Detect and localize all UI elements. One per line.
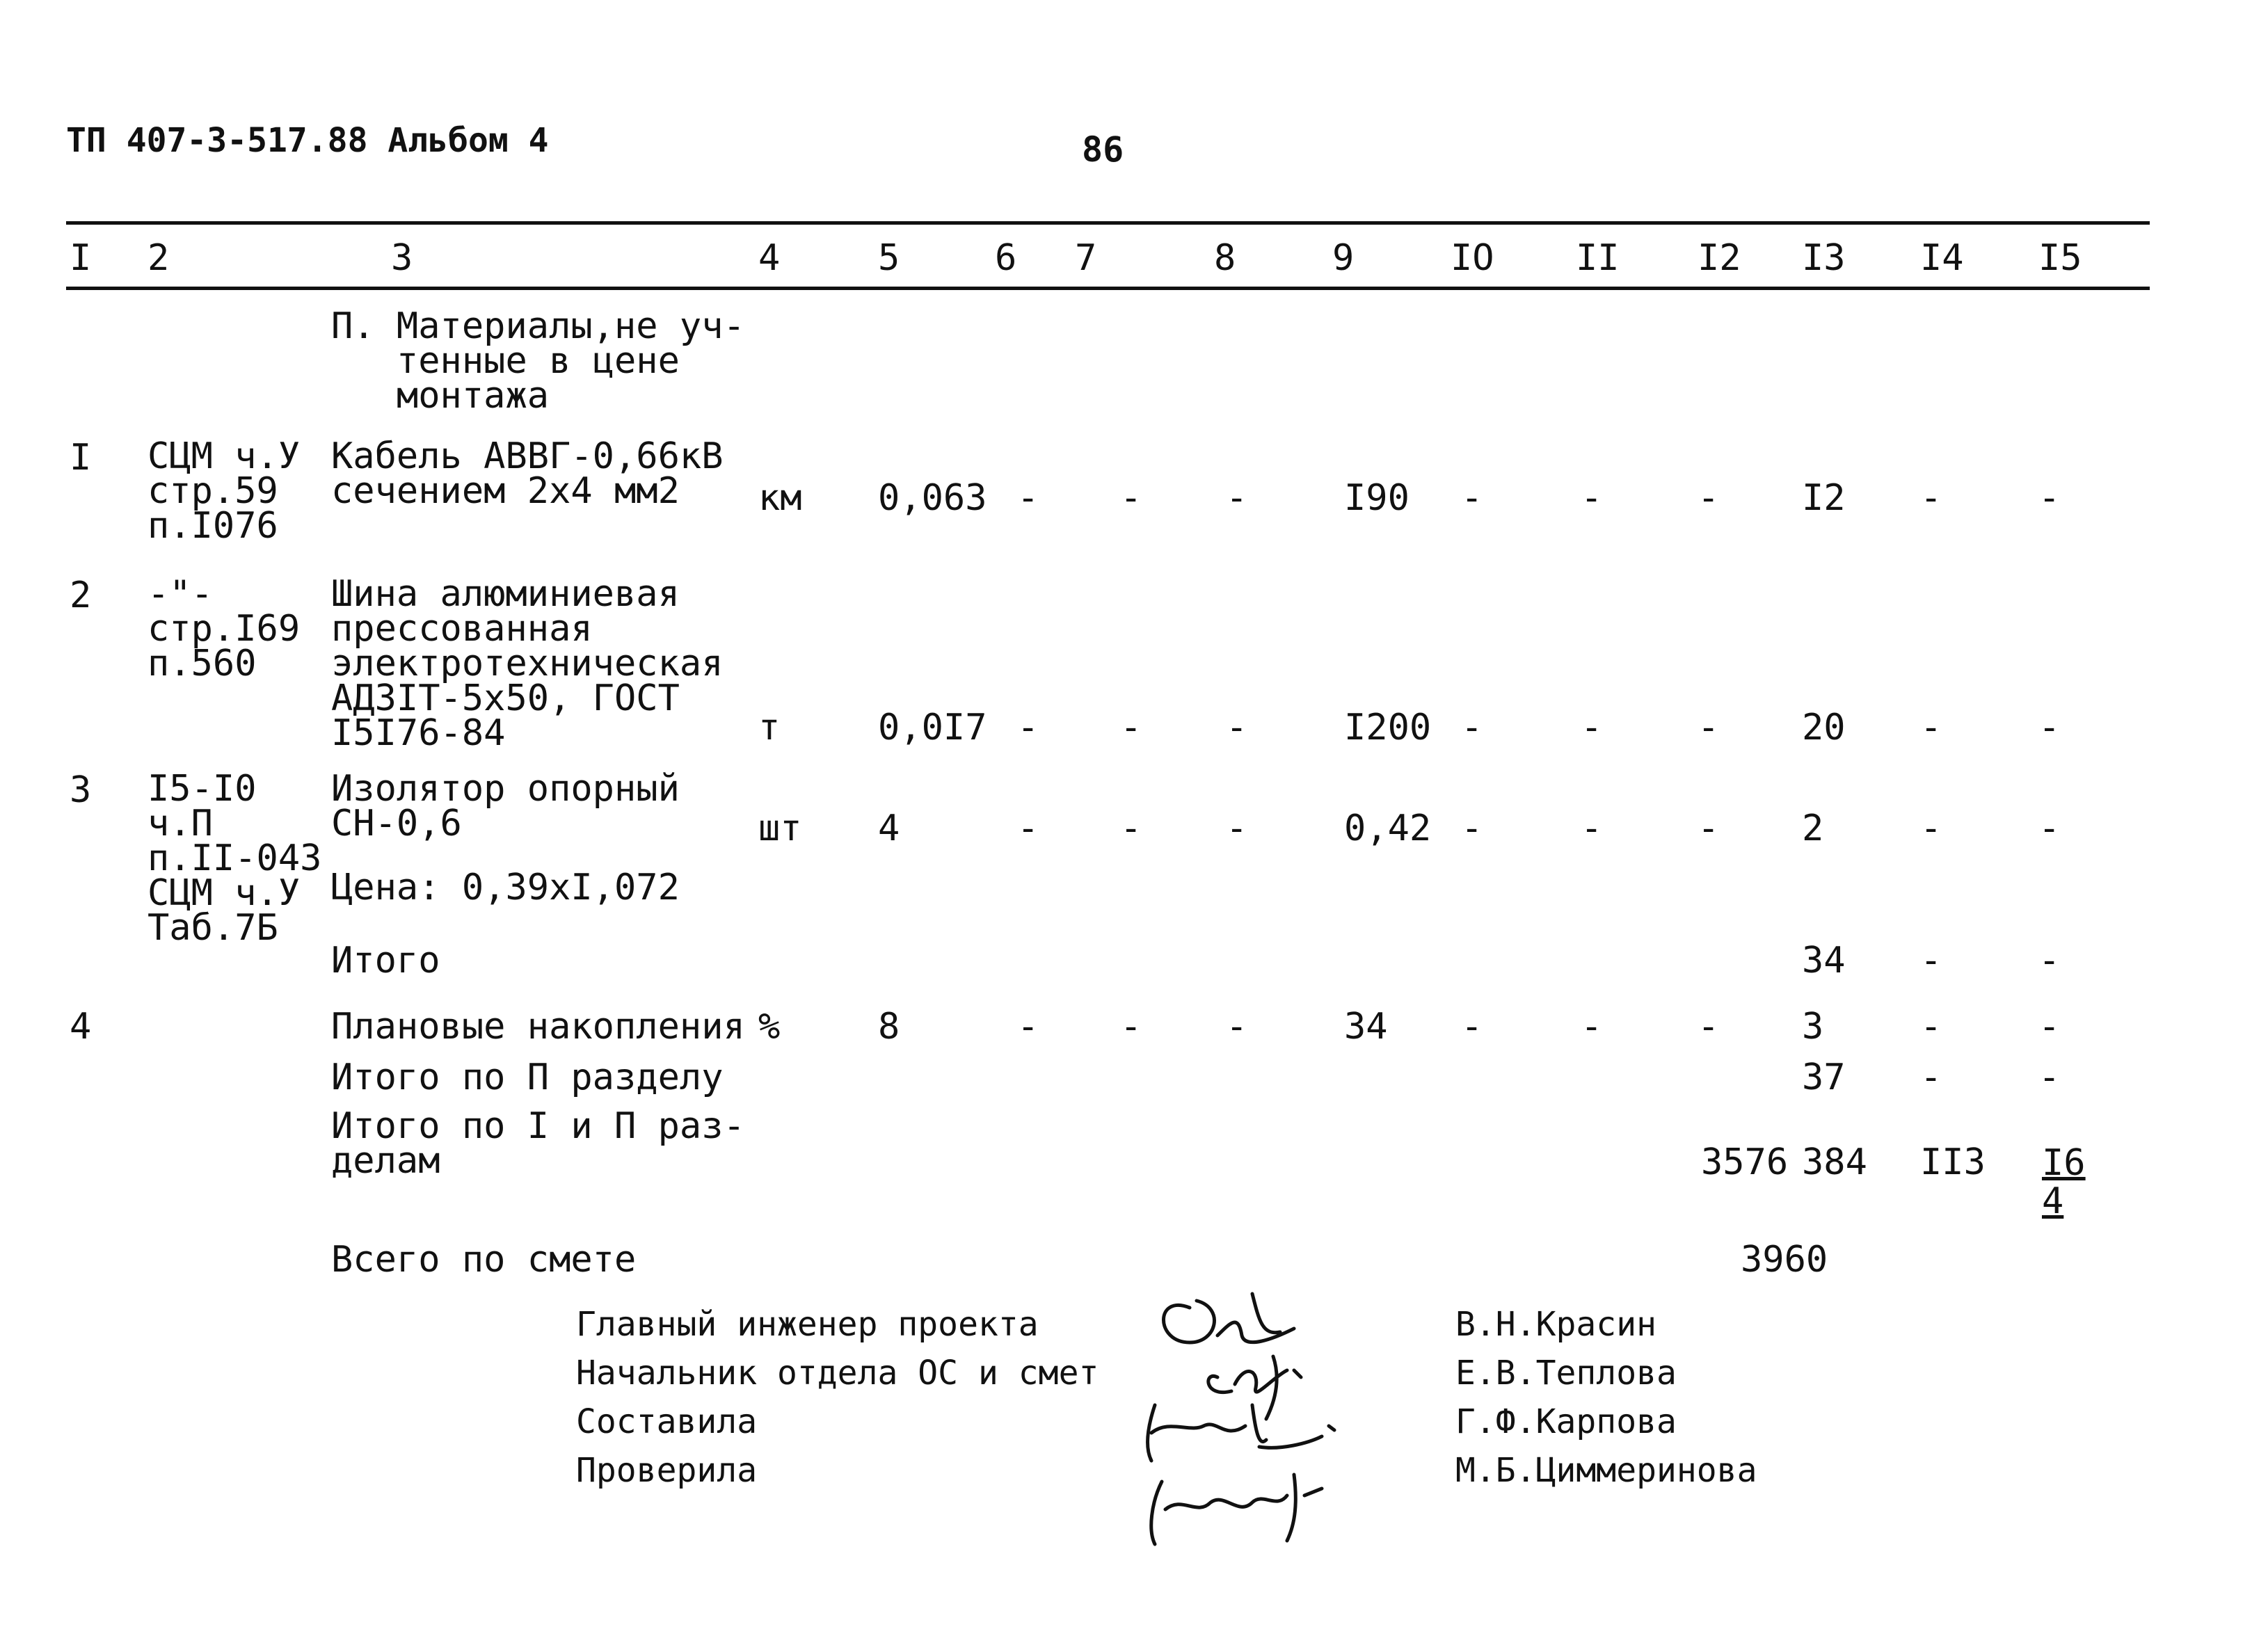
row-cell: - [1698, 1006, 1720, 1048]
subtotal-label: Итого [331, 940, 440, 981]
signatory-role: Начальник отдела ОС и смет [576, 1354, 1099, 1393]
row-cell: - [1226, 808, 1248, 849]
row-name: Изолятор опорный СН-0,6 [331, 768, 680, 844]
row-cell: - [1226, 707, 1248, 748]
price-note: Цена: 0,39хI,072 [331, 867, 680, 908]
row-reference: -"- стр.I69 п.560 [147, 573, 301, 684]
signatory-role: Главный инженер проекта [576, 1305, 1039, 1344]
column-number: 7 [1075, 237, 1097, 279]
row-number: 4 [70, 1006, 92, 1048]
row-cell: - [1581, 808, 1603, 849]
row-cell: - [1017, 477, 1039, 519]
row-cell: - [1226, 477, 1248, 519]
subtotal-value: 34 [1802, 940, 1846, 981]
signatory-name: Г.Ф.Карпова [1455, 1402, 1677, 1441]
row-unit: шт [758, 808, 802, 849]
sections-total-c12: 3576 [1701, 1141, 1789, 1183]
sections-total-label: Итого по I и П раз- делам [331, 1105, 745, 1182]
row-cell: - [1581, 707, 1603, 748]
row-cell: - [2038, 940, 2061, 981]
row-cell: - [1120, 707, 1142, 748]
row-cell: - [1698, 808, 1720, 849]
row-name: Кабель АВВГ-0,66кВ сечением 2х4 мм2 [331, 435, 724, 512]
row-cell: - [2038, 1057, 2061, 1098]
row-quantity: 8 [878, 1006, 900, 1048]
header-bottom-rule [66, 287, 2150, 290]
row-reference: СЦМ ч.У стр.59 п.I076 [147, 435, 301, 547]
row-cell: - [1120, 808, 1142, 849]
row-cell: - [1920, 940, 1942, 981]
column-number: I4 [1920, 237, 1964, 279]
section-title: П. Материалы,не уч- тенные в цене монтажа [331, 305, 745, 417]
row-number: 3 [70, 769, 92, 811]
row-cell: - [2038, 477, 2061, 519]
row-cell: - [1017, 707, 1039, 748]
column-number: I3 [1802, 237, 1846, 279]
row-cell: - [1920, 808, 1942, 849]
row-cell: - [1920, 1057, 1942, 1098]
column-number: II [1576, 237, 1620, 279]
row-cell: - [1698, 707, 1720, 748]
row-total: 2 [1802, 808, 1824, 849]
row-unit-price: 34 [1344, 1006, 1388, 1048]
page-number: 86 [1082, 129, 1124, 170]
row-cell: - [1120, 477, 1142, 519]
row-number: 2 [70, 575, 92, 616]
row-cell: - [1461, 477, 1483, 519]
row-cell: - [1017, 808, 1039, 849]
row-total: 3 [1802, 1006, 1824, 1048]
row-total: 20 [1802, 707, 1846, 748]
estimate-total-value: 3960 [1741, 1239, 1828, 1281]
row-unit: км [758, 477, 802, 519]
column-number: 6 [995, 237, 1017, 279]
row-unit-price: I200 [1344, 707, 1432, 748]
signatory-name: Е.В.Теплова [1455, 1354, 1677, 1393]
row-cell: - [1461, 707, 1483, 748]
row-name: Шина алюминиевая прессованная электротехническая АДЗIТ-5х50, ГОСТ I5I76-84 [331, 573, 724, 754]
row-quantity: 0,0I7 [878, 707, 987, 748]
row-cell: - [1461, 1006, 1483, 1048]
row-cell: - [2038, 707, 2061, 748]
row-cell: - [1581, 1006, 1603, 1048]
column-number: I2 [1698, 237, 1741, 279]
document-id: ТП 407-3-517.88 Альбом 4 [66, 121, 549, 160]
column-number: I [70, 237, 92, 279]
column-number: I5 [2038, 237, 2082, 279]
section-total-label: Итого по П разделу [331, 1057, 724, 1098]
row-quantity: 4 [878, 808, 900, 849]
row-reference: I5-I0 ч.П п.II-043 СЦМ ч.У Таб.7Б [147, 768, 322, 949]
row-unit: т [758, 707, 781, 748]
column-number: 8 [1214, 237, 1236, 279]
section-total-value: 37 [1802, 1057, 1846, 1098]
row-cell: - [1017, 1006, 1039, 1048]
signatory-role: Проверила [576, 1451, 758, 1490]
row-number: I [70, 437, 92, 479]
row-quantity: 0,063 [878, 477, 987, 519]
column-number: 2 [147, 237, 170, 279]
header-top-rule [66, 221, 2150, 225]
row-cell: - [1581, 477, 1603, 519]
row-cell: - [1920, 707, 1942, 748]
row-unit: % [758, 1006, 781, 1048]
sections-total-c13: 384 [1802, 1141, 1867, 1183]
column-number: 4 [758, 237, 781, 279]
signatory-name: М.Б.Циммеринова [1455, 1451, 1757, 1490]
column-number: 3 [391, 237, 413, 279]
row-cell: - [1698, 477, 1720, 519]
column-number: IO [1451, 237, 1494, 279]
row-cell: - [1920, 477, 1942, 519]
row-name: Плановые накопления [331, 1006, 745, 1048]
row-cell: - [1226, 1006, 1248, 1048]
column-number: 5 [878, 237, 900, 279]
handwritten-signatures [1113, 1266, 1405, 1572]
row-cell: - [2038, 1006, 2061, 1048]
row-cell: - [1120, 1006, 1142, 1048]
row-unit-price: 0,42 [1344, 808, 1432, 849]
row-total: I2 [1802, 477, 1846, 519]
sections-total-c15: I6 4 [2042, 1142, 2086, 1222]
signatory-name: В.Н.Красин [1455, 1305, 1656, 1344]
sections-total-c14: II3 [1920, 1141, 1986, 1183]
row-unit-price: I90 [1344, 477, 1409, 519]
column-number: 9 [1332, 237, 1355, 279]
row-cell: - [1461, 808, 1483, 849]
estimate-total-label: Всего по смете [331, 1239, 637, 1281]
signatory-role: Составила [576, 1402, 758, 1441]
row-cell: - [1920, 1006, 1942, 1048]
row-cell: - [2038, 808, 2061, 849]
